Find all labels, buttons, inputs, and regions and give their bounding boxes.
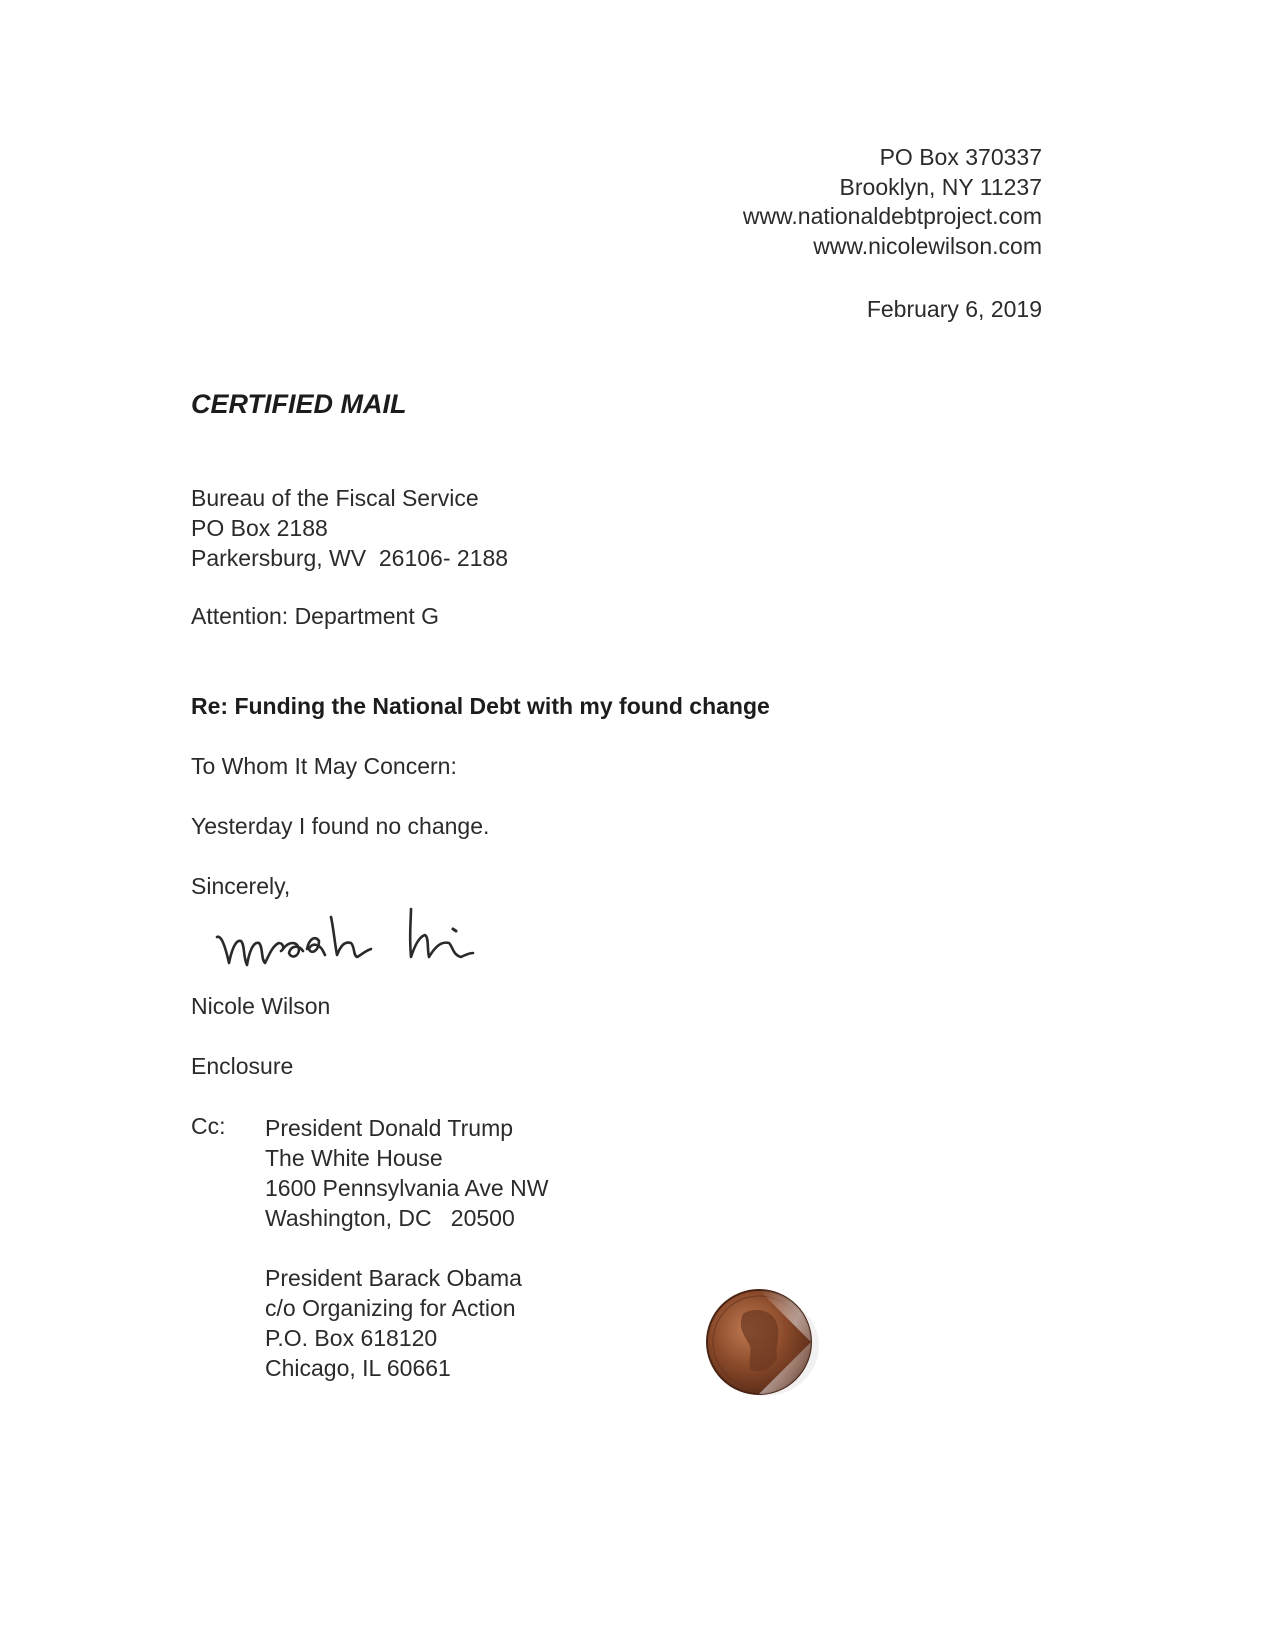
- attention-line: Attention: Department G: [191, 603, 440, 629]
- cc-recipient-line: Chicago, IL 60661: [265, 1355, 451, 1381]
- sender-address-line: Brooklyn, NY 11237: [839, 173, 1042, 200]
- closing: Sincerely,: [191, 873, 291, 899]
- cc-label: Cc:: [191, 1113, 226, 1139]
- signer-name: Nicole Wilson: [191, 993, 331, 1019]
- letter-body: Yesterday I found no change.: [191, 813, 490, 839]
- sender-website-link: www.nationaldebtproject.com: [742, 203, 1042, 229]
- cc-recipient-line: The White House: [265, 1145, 443, 1171]
- letter-date: February 6, 2019: [866, 296, 1042, 322]
- enclosure-note: Enclosure: [191, 1053, 294, 1079]
- salutation: To Whom It May Concern:: [191, 753, 457, 779]
- recipient-line: Bureau of the Fiscal Service: [191, 485, 479, 511]
- recipient-line: PO Box 2188: [191, 515, 328, 541]
- cc-recipient-line: President Donald Trump: [265, 1115, 514, 1141]
- cc-recipient: [265, 1263, 522, 1383]
- cc-recipient-line: 1600 Pennsylvania Ave NW: [265, 1175, 549, 1201]
- sender-website-link: www.nicolewilson.com: [813, 232, 1042, 259]
- cc-recipient-line: Washington, DC 20500: [265, 1205, 515, 1231]
- cc-recipient: [265, 1113, 548, 1233]
- cc-recipient-line: c/o Organizing for Action: [265, 1295, 516, 1321]
- penny-coin-image: [703, 1284, 819, 1400]
- recipient-address: [191, 483, 508, 573]
- cc-recipient-line: P.O. Box 618120: [265, 1325, 438, 1351]
- certified-mail-heading: CERTIFIED MAIL: [191, 389, 407, 419]
- cc-recipient-line: President Barack Obama: [265, 1265, 522, 1291]
- sender-address-line: PO Box 370337: [879, 144, 1042, 170]
- sender-address: [743, 143, 1042, 261]
- recipient-line: Parkersburg, WV 26106- 2188: [191, 545, 509, 571]
- handwritten-signature: [215, 905, 505, 990]
- subject-line: Re: Funding the National Debt with my found change: [191, 693, 770, 719]
